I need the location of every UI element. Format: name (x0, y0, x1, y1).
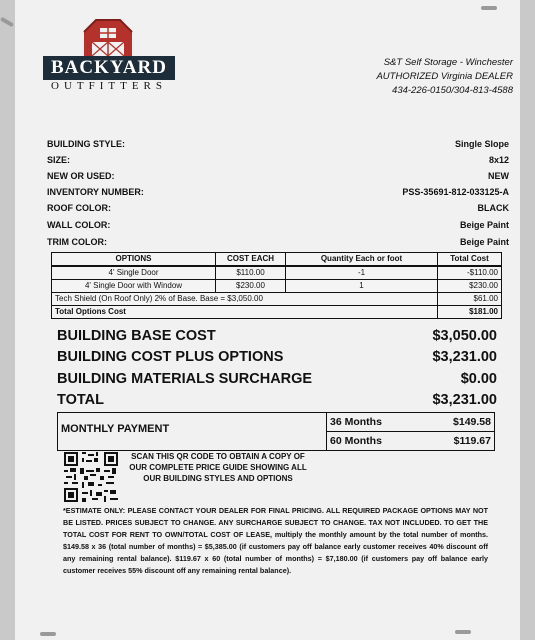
dealer-authorization: AUTHORIZED Virginia DEALER (376, 71, 513, 82)
spec-label: BUILDING STYLE: (47, 139, 125, 149)
logo-wordmark: BACKYARD (43, 56, 175, 80)
column-header: Total Cost (438, 253, 502, 267)
total-options-label: Total Options Cost (52, 306, 438, 319)
cost-label: TOTAL (57, 392, 104, 408)
backyard-outfitters-logo (43, 18, 175, 92)
table-row (52, 280, 502, 293)
total-options-value: $181.00 (438, 306, 502, 319)
cost-label: BUILDING BASE COST (57, 328, 216, 344)
table-row (52, 266, 502, 280)
spec-value: NEW (488, 171, 509, 181)
spec-label: SIZE: (47, 155, 71, 165)
disclaimer-text: *ESTIMATE ONLY: PLEASE CONTACT YOUR DEALER FOR FINAL PRICING. ALL REQUIRED PACKAGE OPTIONS MAY NOT BE LISTED. PRICES SUBJECT TO CHANGE. ANY SURCHARGE SUBJECT TO CHANGE. TAX NOT INCLUDED. TO GET THE TOTAL COST FOR RENT TO OWN/TOTAL COST OF LEASE, multiply the monthly amount by the total number of months. $149.58 x 36 (total number of months) = $5,385.00 (if customers pay off balance early customer receives 40% discount off any remaining rental balance). $119.67 x 60 (total number of months) = $7,180.00 (if customers pay off balance early customer receives 55% discount off any remaining rental balance). (63, 506, 488, 575)
plan-term: 60 Months (330, 435, 382, 447)
cost-line-plus-options (57, 347, 497, 367)
option-qty: -1 (286, 266, 438, 280)
binder-clip (455, 630, 471, 634)
spec-value: 8x12 (488, 155, 509, 165)
spec-size (47, 153, 509, 167)
spec-value: BLACK (477, 203, 509, 213)
spec-label: INVENTORY NUMBER: (47, 187, 144, 197)
binder-clip (0, 17, 14, 27)
cost-value: $3,231.00 (432, 392, 497, 408)
option-total: -$110.00 (438, 266, 502, 280)
spec-roof-color (47, 201, 509, 215)
spec-value: Single Slope (454, 139, 509, 149)
cost-label: BUILDING COST PLUS OPTIONS (57, 349, 284, 365)
table-row-total (52, 306, 502, 319)
spec-value: Beige Paint (459, 237, 509, 247)
spec-value: Beige Paint (459, 220, 509, 230)
tech-shield-total: $61.00 (438, 293, 502, 306)
table-header-row (52, 253, 502, 267)
spec-inventory-number (47, 185, 509, 199)
qr-code[interactable] (64, 452, 118, 502)
binder-clip (481, 6, 497, 10)
option-qty: 1 (286, 280, 438, 293)
dealer-phone: 434-226-0150/304-813-4588 (392, 85, 513, 96)
dealer-name: S&T Self Storage - Winchester (383, 57, 513, 68)
monthly-plans (326, 413, 495, 450)
spec-label: WALL COLOR: (47, 220, 111, 230)
cost-value: $3,231.00 (432, 349, 497, 365)
column-header: Quantity Each or foot (286, 253, 438, 267)
monthly-payment-label: MONTHLY PAYMENT (61, 423, 170, 435)
tech-shield-label: Tech Shield (On Roof Only) 2% of Base. Base = $3,050.00 (52, 293, 438, 306)
options-table (51, 252, 502, 319)
cost-line-base (57, 326, 497, 346)
spec-label: NEW OR USED: (47, 171, 115, 181)
option-name: 4' Single Door (52, 266, 216, 280)
option-cost: $230.00 (216, 280, 286, 293)
cost-label: BUILDING MATERIALS SURCHARGE (57, 371, 313, 387)
spec-trim-color (47, 235, 509, 249)
cost-line-surcharge (57, 369, 497, 389)
qr-instructions: SCAN THIS QR CODE TO OBTAIN A COPY OF OUR COMPLETE PRICE GUIDE SHOWING ALL OUR BUILDING STYLES AND OPTIONS (129, 452, 307, 483)
spec-building-style (47, 137, 509, 151)
spec-label: TRIM COLOR: (47, 237, 107, 247)
cost-value: $0.00 (460, 371, 497, 387)
plan-term: 36 Months (330, 416, 382, 428)
cost-line-total (57, 390, 497, 410)
spec-new-or-used (47, 169, 509, 183)
barn-icon (80, 18, 136, 56)
option-cost: $110.00 (216, 266, 286, 280)
monthly-payment-box (57, 412, 495, 451)
binder-clip (40, 632, 56, 636)
cost-value: $3,050.00 (432, 328, 497, 344)
plan-amount: $149.58 (453, 416, 491, 428)
plan-row-60 (327, 432, 495, 450)
column-header: OPTIONS (52, 253, 216, 267)
spec-value: PSS-35691-812-033125-A (402, 187, 509, 197)
spec-label: ROOF COLOR: (47, 203, 111, 213)
plan-row-36 (327, 413, 495, 432)
option-total: $230.00 (438, 280, 502, 293)
table-row-tech-shield (52, 293, 502, 306)
spec-wall-color (47, 218, 509, 232)
column-header: COST EACH (216, 253, 286, 267)
dealer-info (273, 56, 513, 98)
plan-amount: $119.67 (453, 435, 491, 447)
logo-subline: OUTFITTERS (51, 80, 167, 92)
option-name: 4' Single Door with Window (52, 280, 216, 293)
